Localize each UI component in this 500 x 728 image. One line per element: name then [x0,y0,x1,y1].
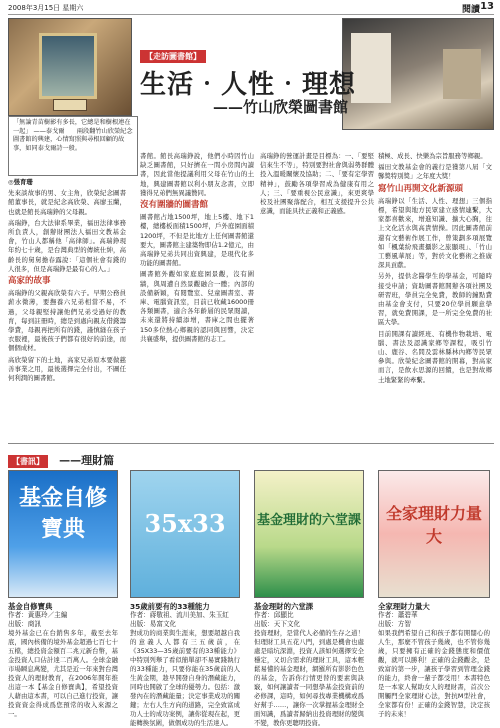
portrait-painting [39,33,97,99]
books-section-header [8,449,115,467]
section-heading: 高家的故事 [8,276,51,287]
section-divider [8,443,494,444]
paragraph: 先來談故事的男、女主角，欣榮紀念圖書館董事長，就是紀念高欣榮、高廖玉蘭，也就是館長高瑞錚的父母親。 [8,189,126,216]
paragraph: 高欣榮留下的土地，高家兄弟原本要做慈善事業之用，最後選擇完全付出，不圖任何利潤的圖書館。 [8,355,126,383]
opening-quote: 「無論青苗樹影有多長，它總是和樹根連在一起」 ——泰戈爾 兩段翻竹山欣榮紀念圖書館的興建，心情寫照與尋根回顧的故事，如同泰戈爾詩一般。 [8,116,138,176]
book-description: 投資理財，是當代人必備的生存之道！但理財工具五花八門，到處是機會也處處是暗坑深淵，投資人該如何選擇安全穩定，又切合需求的理財工具，這本輕鬆易懂的基金理財，網羅所有影影色色的基金，告訴你行情更替的要素與訣竅，如何讓讀者一同想學基金投資前的必修課，這時，如何尋找專業機構或爲好幫手……，讓你一次掌握基金理財全面知識，爲讀者歸納出投資理財的變與不變，教你更聰明投資。 [254,629,364,727]
book-cover [130,470,240,598]
section-heading: 沒有圍牆的圖書館 [140,200,209,211]
book-cover [254,470,364,598]
books-section-label: ——理財篇 [59,454,115,467]
paragraph: 圖書館外觀如家庭庭園景觀，沒有圍牆，與周遭自然景觀融合一體；內部的設備新穎，有閱覽室、兒童圖書室、書庫、電腦資訊室，目前已收藏16000冊各類圖書，適合各年齡層的民眾閱讀，未來還將持續添增，書庫之間也擺著150多位熱心鄉親的認同與回響，決定共襄盛舉，提供圖書館的志工。 [140,270,254,343]
paragraph: 高瑞錚的營運計畫是目標為：一、「要堅信來生不等」，特別要對社會與弱勢群體投入溫暖關懷及協助；二、「要有定學習精神」，鼓勵各項學習成為健康有用之人；三、「要重視公民意識」，來更爽學校及社團聚落配合，相互支援提升公共意識，而能具扶正義和正義感。 [260,152,374,216]
plaque [53,99,87,111]
article-column-4 [378,152,492,387]
paragraph: 高瑞錚以「生活、人性、理想」三個指標，希望與地方民眾建立感情連繫，大家都喜歡來，增進知識、擴大心胸，往上文化活水與高貴情操。因此圖書館前還有文藝術作展工作，曾策劃多項展覽如「楓葉紛飛畫攝影之旅顯現」、「竹山工藝風華展」等，對於文化藝術之推廣深具貢獻。 [378,196,492,270]
book-cover-title: 基金理財的六堂課 [256,513,361,528]
section-name: 閱讀 [461,5,480,15]
book-author: 作者：黃惠玲／主編 [8,611,68,619]
article-column-1 [8,178,126,385]
book-info [8,602,118,719]
paragraph: 高瑞錚的父親高欣榮有六子。早期公務員薪水微薄，要撫養六兄弟相當不易，不過，父母親堅持讓他們兄弟受過好的教育，每到註冊時，總是到處向親友借錢籌學費，母親再把所有的錢，謹慎縫在孩子衣服裡，最後孩子們都有很好的前途，而個個成材。 [8,289,126,353]
article-column-2 [140,152,254,346]
book-title: 基金自修寶典 [8,602,53,611]
library-interior-photo [8,18,132,116]
book-info [254,602,364,728]
paragraph: 書館。館長高瑞錚說，他們小時因竹山缺乏圖書館，只好擠在一間小房間內讀書，因此當他提議利用父母在竹山的土地，興建圖書館以利小朋友念書，立即獲得兄弟們無異議贊同。 [140,152,254,197]
book-publisher: 出版：商訊 [8,620,41,628]
book-title: 基金理財的六堂課 [254,602,314,611]
paragraph: 另外，提供念醫學生的學基金，可隨時接受申請；資助圖書館開辦各項社團及研習班，學員完全免費，教師的鐘點費由基金會支付，只要20位學員願意學習，就免費開課，是一所完全免費的社區大學。 [378,272,492,327]
book-cover [8,470,118,598]
book-author: 作者：蔣敬祖、流川美加、朱玉紅 [130,611,229,619]
article-subtitle: ——竹山欣榮圖書館 [213,98,349,116]
book-title: 35歲前要有的33種能力 [130,602,210,611]
article-column-3 [260,152,374,218]
library-building-photo [342,18,494,130]
book-cover-title: 全家理財力量大 [385,504,482,546]
book-description: 境外基金已在台銷售多年，截至去年底，國內核備的境外基金超過七百七十五檔，總投資金額百二兆元新台幣，基金投資人口佔計達二百萬人。全球金融市場瞬息萬變，尤其是近一年來對台灣投資人的理財教育，在2006年開年推出這一本【基金自修寶典】，希望投資人藉由這本書，可以自己進行投資，讓投資資金得成爲您預常的收入來源之一。 [8,629,118,718]
article-title: 生活‧人性‧理想 [140,70,357,100]
paragraph: 福田文教基金會的義行是獲第八屆「文馨獎特別獎」之年度大獎！ [378,163,492,181]
paragraph: 高瑞錚，台大法律系畢業，福田法律事務所負責人，創辦財團法人福田文教基金會，竹山人都稱他「高律師」。高瑞錚現年約七十歲，是台灣典型的傳統仕紳，高齡長的舅舅擔春露說：「這個社會有錢的人很多，但是高瑞錚是最有心的人。」 [8,218,126,273]
paragraph: 目前開課有讀經班、有機作物栽培、電腦、書法及認識家鄉等課程，吸引竹山、鹿谷、名間及雲林縣林內鄉等民眾參與。欣榮紀念圖書館的開幕，對高家而言，是飲水思源的回饋，也是對故鄉土地緊緊的牽繫。 [378,329,492,384]
book-info [378,602,490,719]
page-header [8,2,494,15]
section-heading: 寫竹山再開文化新源頭 [378,183,464,194]
book-author: 作者：蕭碧華 [378,611,418,619]
issue-date: 2008年3月15日 星期六 [8,4,84,12]
book-cover-title: 35x33 [144,509,226,538]
photo-detail [443,49,481,99]
book-author: 作者：邱顯比 [254,611,294,619]
paragraph: 積極、成長、快樂為宗旨服務等鄉親。 [378,152,487,160]
book-publisher: 出版：天下文化 [254,620,301,628]
page-number: 13 [480,1,494,12]
book-publisher: 出版：易富文化 [130,620,177,628]
book-cover [378,470,490,598]
photo-detail [351,33,391,103]
book-title: 全家理財力量大 [378,602,430,611]
book-description: 如果我們希望自己和孩子都有開闊心的人生，那麼不管孩子幾歲，也不管你幾歲，只要擁有正確的金錢態度和價值觀，就可以勝利！正確的金錢觀念，是致富的第一步，讓孩子學習到管理金錢的能力，終會一輩子都受用！本書特色是一本家人幫助女人的理財書，首次公開觸門全家理財心法，對抗M型社會，全家都有份！正確的金錢智慧，決定孩子的未來！ [378,629,490,718]
byline: ◎張育珊 [8,178,33,186]
book-info [130,602,240,728]
paragraph: 圖書館占地1500坪，地上5樓、地下1樓，總樓板面積1500坪，戶外庭園面積1200坪，不但是比地方上任何圖書館還要大，圖書館主建築物即佔1.2億元，由高瑞錚兄弟共同出資興建，是現代化多功能的圖書館。 [140,213,254,268]
book-cover-title: 基金自修寶典 [18,485,107,542]
column-tag: 【走訪圖書館】 [140,50,206,63]
book-publisher: 出版：方智 [378,620,411,628]
books-tag: 【書訊】 [8,455,48,468]
book-description: 對成功的商業與生涯來，想要超越自我的意義人人都有三五歲前，在《35X33—35歲前要有的33種能力》中特別列舉了看似簡單卻不易實踐執行的33種能力，只要你能在35歲前的人生黃金期，趁早開發自身的潛藏能力，同時也開啟了全球的優勢力。包括：激發內在的潛藏能量；決定事業成功的關鍵；左右人生方向的道路，完全致富成功人士的成功案例，讓你從現在起，更能轉換氛圍，做個成功的生活達人。 [130,629,240,727]
